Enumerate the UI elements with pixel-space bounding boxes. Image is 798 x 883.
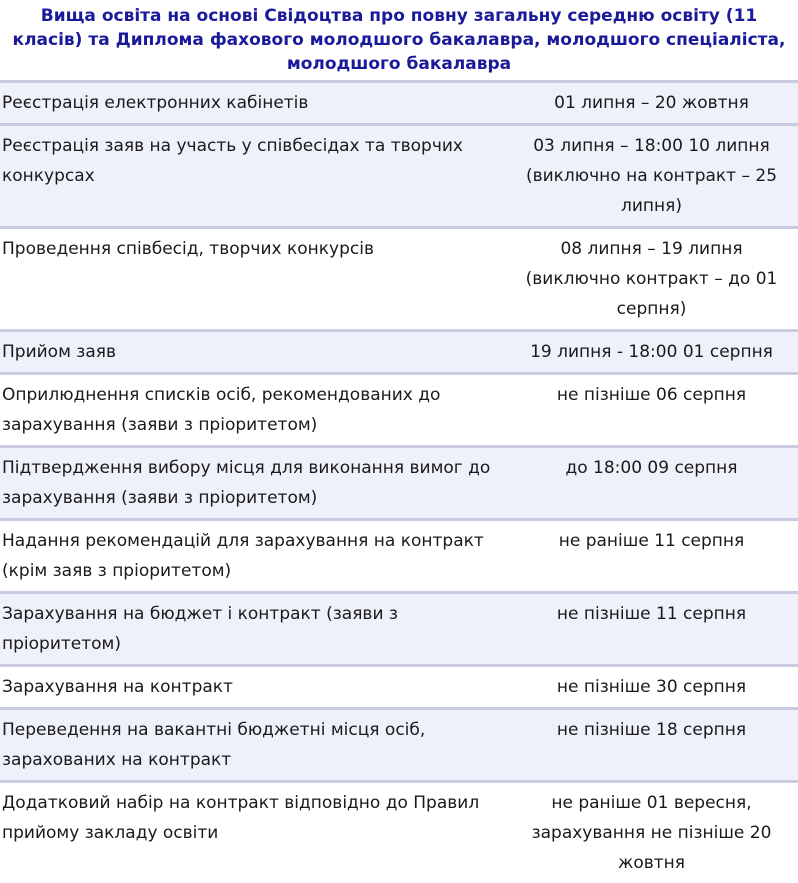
stage-cell: Реєстрація заяв на участь у співбесідах та творчих конкурсах xyxy=(2,136,463,186)
date-cell: не пізніше 11 серпня xyxy=(556,604,747,624)
date-cell: не пізніше 30 серпня xyxy=(556,677,747,697)
table-row xyxy=(0,445,798,518)
stage-cell: Додатковий набір на контракт відповідно до Правил прийому закладу освіти xyxy=(2,793,480,843)
table-row xyxy=(0,518,798,591)
date-cell: 08 липня – 19 липня (виключно контракт – до 01 серпня) xyxy=(525,239,778,319)
date-cell: 19 липня - 18:00 01 серпня xyxy=(530,342,773,362)
stage-cell: Підтвердження вибору місця для виконання вимог до зарахування (заяви з пріоритетом) xyxy=(2,458,491,508)
stage-cell: Зарахування на бюджет і контракт (заяви з пріоритетом) xyxy=(2,604,398,654)
stage-cell: Проведення співбесід, творчих конкурсів xyxy=(2,239,374,259)
stage-cell: Зарахування на контракт xyxy=(2,677,233,697)
stage-cell: Надання рекомендацій для зарахування на контракт (крім заяв з пріоритетом) xyxy=(2,531,484,581)
date-cell: 01 липня – 20 жовтня xyxy=(554,93,749,113)
table-row xyxy=(0,372,798,445)
date-cell: не пізніше 18 серпня xyxy=(556,720,747,740)
date-cell: не пізніше 06 серпня xyxy=(556,385,747,405)
stage-cell: Реєстрація електронних кабінетів xyxy=(2,93,309,113)
date-cell: 03 липня – 18:00 10 липня (виключно на контракт – 25 липня) xyxy=(525,136,778,216)
table-row xyxy=(0,329,798,372)
table-row xyxy=(0,226,798,329)
date-cell: не раніше 01 вересня, зарахування не пізніше 20 жовтня xyxy=(531,793,772,873)
schedule-heading: Вища освіта на основі Свідоцтва про повну загальну середню освіту (11 класів) та Диплома фахового молодшого бакалавра, молодшого спеціаліста, молодшого бакалавра xyxy=(12,6,786,74)
date-cell: до 18:00 09 серпня xyxy=(565,458,738,478)
stage-cell: Переведення на вакантні бюджетні місця осіб, зарахованих на контракт xyxy=(2,720,426,770)
stage-cell: Прийом заяв xyxy=(2,342,117,362)
table-row xyxy=(0,123,798,226)
table-row xyxy=(0,707,798,780)
date-cell: не раніше 11 серпня xyxy=(558,531,745,551)
table-row xyxy=(0,664,798,707)
table-row xyxy=(0,780,798,883)
table-row xyxy=(0,80,798,123)
schedule-table xyxy=(0,80,798,883)
stage-cell: Оприлюднення списків осіб, рекомендованих до зарахування (заяви з пріоритетом) xyxy=(2,385,441,435)
table-row xyxy=(0,591,798,664)
